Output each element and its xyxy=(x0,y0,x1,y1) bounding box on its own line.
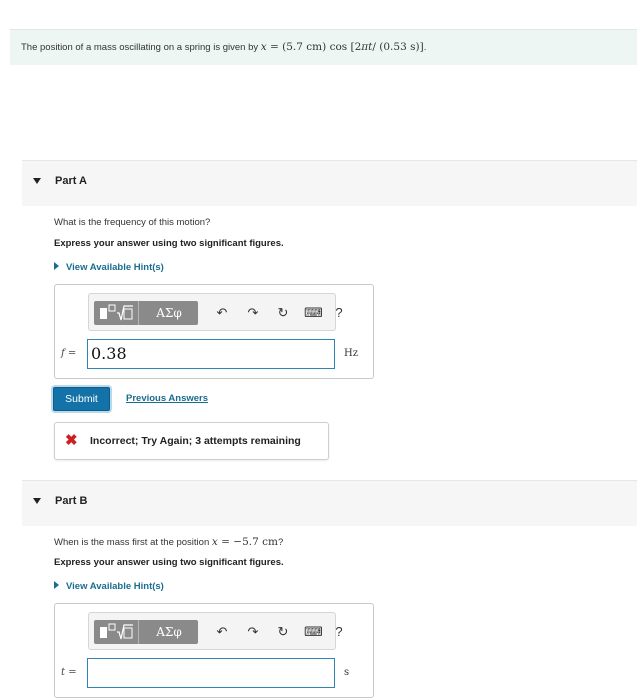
part-a-answer-box xyxy=(54,284,374,379)
reset-icon[interactable]: ↻ xyxy=(277,305,289,320)
equation-arg-open: [2 xyxy=(347,41,362,53)
part-a-unit: Hz xyxy=(344,348,358,359)
part-b-hint-label: View Available Hint(s) xyxy=(66,581,164,592)
undo-icon[interactable]: ↶ xyxy=(216,624,228,639)
help-icon[interactable]: ? xyxy=(335,624,343,639)
equation-unit-s: s xyxy=(410,41,416,53)
equation-close: )] xyxy=(415,41,424,53)
math-toolbar xyxy=(88,293,343,331)
part-b-variable-label xyxy=(61,667,77,678)
equation-mid: ) xyxy=(322,41,330,53)
part-a-hint-link[interactable] xyxy=(54,262,164,273)
symbols-button[interactable]: ΑΣφ xyxy=(156,306,182,320)
templates-button[interactable] xyxy=(94,301,137,325)
templates-button[interactable] xyxy=(94,620,137,644)
collapse-triangle-icon[interactable] xyxy=(33,498,41,504)
part-b-question-value: = −5.7 xyxy=(217,536,263,548)
equation-var: x xyxy=(260,41,267,53)
part-b-question xyxy=(54,536,283,548)
part-a-question: What is the frequency of this motion? xyxy=(54,217,211,228)
part-b-answer-input[interactable] xyxy=(87,658,335,688)
help-icon[interactable]: ? xyxy=(335,305,343,320)
problem-statement xyxy=(10,29,637,65)
part-b-question-math xyxy=(212,536,278,548)
part-a-header[interactable] xyxy=(22,160,637,206)
equation-pi-t: πt xyxy=(361,41,373,53)
part-a-hint-label: View Available Hint(s) xyxy=(66,262,164,273)
collapse-triangle-icon[interactable] xyxy=(33,178,41,184)
problem-equation xyxy=(261,41,424,53)
equation-arg-rest: / (0.53 xyxy=(372,41,411,53)
part-b-answer-box xyxy=(54,603,374,698)
templates-icon xyxy=(94,301,137,325)
symbols-button[interactable]: ΑΣφ xyxy=(156,625,182,639)
toolbar-separator xyxy=(138,301,139,325)
part-b-equals: = xyxy=(65,667,77,678)
part-a-variable-label xyxy=(61,348,76,359)
incorrect-x-icon: ✖ xyxy=(65,432,78,449)
part-b-question-unit: cm xyxy=(262,536,278,548)
equation-unit-cm: cm xyxy=(306,41,323,53)
toolbar-template-group xyxy=(94,620,198,644)
problem-text xyxy=(21,41,426,53)
keyboard-icon[interactable]: ⌨ xyxy=(304,624,323,639)
part-b-header[interactable] xyxy=(22,480,637,526)
keyboard-icon[interactable]: ⌨ xyxy=(304,305,323,320)
part-b-var: t xyxy=(61,667,66,678)
equation-eq: = (5.7 xyxy=(266,41,307,53)
part-b-question-var: x xyxy=(211,536,218,548)
redo-icon[interactable]: ↷ xyxy=(247,305,259,320)
feedback-box xyxy=(54,422,329,460)
part-b-instruction: Express your answer using two significant figures. xyxy=(54,557,284,568)
math-toolbar xyxy=(88,612,343,650)
part-b-title: Part B xyxy=(55,495,88,507)
expand-triangle-icon xyxy=(54,262,59,270)
part-a-equals: = xyxy=(64,348,77,359)
reset-icon[interactable]: ↻ xyxy=(277,624,289,639)
part-b-question-suffix: ? xyxy=(277,537,284,548)
part-b-hint-link[interactable] xyxy=(54,581,164,592)
feedback-message: Incorrect; Try Again; 3 attempts remaining xyxy=(90,435,301,447)
submit-button[interactable]: Submit xyxy=(53,387,110,411)
problem-text-prefix: The position of a mass oscillating on a spring is given by xyxy=(21,42,261,53)
toolbar-separator xyxy=(138,620,139,644)
part-b-unit: s xyxy=(344,667,350,678)
part-a-title: Part A xyxy=(55,175,87,187)
templates-icon xyxy=(94,620,137,644)
previous-answers-link[interactable]: Previous Answers xyxy=(126,393,209,404)
expand-triangle-icon xyxy=(54,581,59,589)
part-b-question-prefix: When is the mass first at the position xyxy=(54,537,212,548)
problem-text-suffix: . xyxy=(423,42,427,53)
part-a-var: f xyxy=(61,348,65,359)
equation-cos: cos xyxy=(329,41,348,53)
undo-icon[interactable]: ↶ xyxy=(216,305,228,320)
part-a-answer-input[interactable]: 0.38 xyxy=(87,339,335,369)
toolbar-template-group xyxy=(94,301,198,325)
part-a-instruction: Express your answer using two significant figures. xyxy=(54,238,284,249)
redo-icon[interactable]: ↷ xyxy=(247,624,259,639)
